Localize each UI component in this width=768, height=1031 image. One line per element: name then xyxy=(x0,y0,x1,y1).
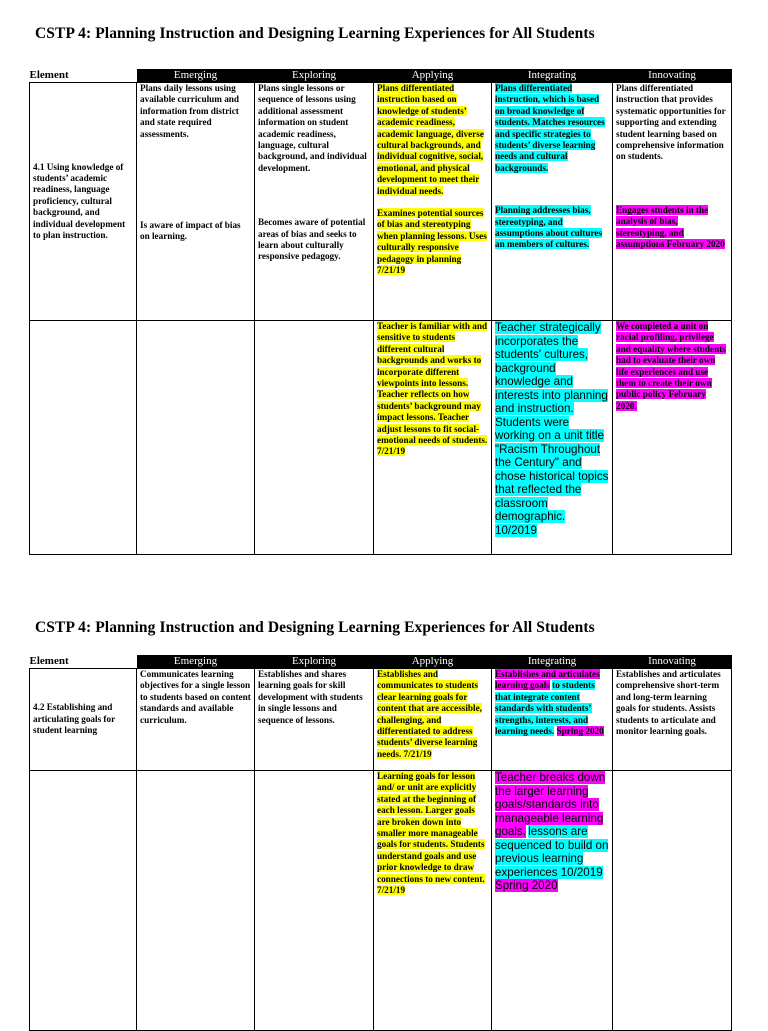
emerging-cell xyxy=(137,83,255,321)
integrating-cell xyxy=(492,83,613,321)
applying-desc-1: Plans differentiated instruction based on knowledge of students’ academic readiness, academic language, diverse cultural backgrounds, and individual cognitive, social, emotional, and physical development to meet their individual needs. xyxy=(377,83,484,196)
innovating-desc-1: Establishes and articulates comprehensive short-term and long-term learning goals for students. Assists students to articulate and monitor learning goals. xyxy=(616,669,721,737)
header-element: Element xyxy=(30,69,137,83)
applying-evidence: Learning goals for lesson and/ or unit are explicitly stated at the beginning of each lesson. Larger goals are broken down into smaller more manageable goals for students. Students understand goals and use prior knowledge to draw connections to new content. 7/21/19 xyxy=(377,771,485,896)
header-innovating: Innovating xyxy=(613,655,732,669)
section-title: CSTP 4: Planning Instruction and Designing Learning Experiences for All Students xyxy=(35,619,595,636)
section-title: CSTP 4: Planning Instruction and Designing Learning Experiences for All Students xyxy=(35,25,595,42)
rubric-table-4-1 xyxy=(29,69,732,555)
emerging-desc-2: Is aware of impact of bias on learning. xyxy=(140,220,241,242)
integrating-evidence-cell xyxy=(492,321,613,555)
applying-evidence-cell xyxy=(374,771,492,1031)
emerging-evidence-cell xyxy=(137,321,255,555)
emerging-cell xyxy=(137,669,255,771)
header-exploring: Exploring xyxy=(255,655,374,669)
header-applying: Applying xyxy=(374,655,492,669)
exploring-evidence-cell xyxy=(255,771,374,1031)
header-row xyxy=(30,655,732,669)
header-integrating: Integrating xyxy=(492,655,613,669)
integrating-desc-1: Plans differentiated instruction, which is based on broad knowledge of students. Matches resources and specific strategies to students’ diverse learning needs and cultural backgrounds. xyxy=(495,83,605,173)
innovating-cell xyxy=(613,669,732,771)
header-emerging: Emerging xyxy=(137,655,255,669)
applying-evidence-cell xyxy=(374,321,492,555)
applying-cell xyxy=(374,83,492,321)
integrating-evidence-cyan: lessons are sequenced to build on previous learning experiences 10/2019 xyxy=(495,825,609,879)
element-label: 4.1 Using knowledge of students’ academic readiness, language proficiency, cultural background, and individual development to plan instruction. xyxy=(33,161,126,241)
element-cell-empty xyxy=(30,321,137,555)
integrating-desc-magenta: Establishes and articulates learning goals xyxy=(495,669,600,691)
exploring-evidence-cell xyxy=(255,321,374,555)
integrating-cell xyxy=(492,669,613,771)
applying-cell xyxy=(374,669,492,771)
rubric-table-4-2 xyxy=(29,655,732,1031)
integrating-desc-cyan: to students that integrate content standards with students’ strengths, interests, and learning needs. xyxy=(495,680,595,737)
element-cell xyxy=(30,669,137,771)
innovating-evidence-cell xyxy=(613,321,732,555)
element-cell xyxy=(30,83,137,321)
innovating-desc-2: Engages students in the analysis of bias, stereotyping, and assumptions February 2020 xyxy=(616,204,725,250)
evidence-row xyxy=(30,321,732,555)
descriptor-row xyxy=(30,83,732,321)
evidence-row xyxy=(30,771,732,1031)
exploring-cell xyxy=(255,83,374,321)
integrating-desc-date: Spring 2020 xyxy=(556,726,604,737)
header-emerging: Emerging xyxy=(137,69,255,83)
integrating-evidence-date: Spring 2020 xyxy=(495,879,558,892)
element-label: 4.2 Establishing and articulating goals for student learning xyxy=(33,702,116,736)
emerging-evidence-cell xyxy=(137,771,255,1031)
applying-desc-1: Establishes and communicates to students clear learning goals for content that are accessible, challenging, and differentiated to address students’ diverse learning needs. 7/21/19 xyxy=(377,669,482,759)
element-cell-empty xyxy=(30,771,137,1031)
exploring-desc-1: Plans single lessons or sequence of lessons using additional assessment information on student academic readiness, language, cultural background, and individual development. xyxy=(258,83,367,173)
applying-desc-2: Examines potential sources of bias and stereotyping when planning lessons. Uses culturally responsive pedagogy in planning 7/21/19 xyxy=(377,208,487,276)
header-integrating: Integrating xyxy=(492,69,613,83)
applying-evidence: Teacher is familiar with and sensitive to students different cultural backgrounds and works to incorporate different viewpoints into lessons. Teacher reflects on how students’ background may impact lessons. Teacher adjust lessons to fit social-emotional needs of students. 7/21/19 xyxy=(377,321,488,457)
header-element: Element xyxy=(30,655,137,669)
innovating-cell xyxy=(613,83,732,321)
exploring-desc-1: Establishes and shares learning goals for skill development with students in single lessons and sequence of lessons. xyxy=(258,669,363,725)
integrating-desc-2: Planning addresses bias, stereotyping, and assumptions about cultures an members of cultures. xyxy=(495,205,603,250)
header-row xyxy=(30,69,732,83)
exploring-cell xyxy=(255,669,374,771)
emerging-desc-1: Plans daily lessons using available curriculum and information from district and state required assessments. xyxy=(140,83,240,139)
header-innovating: Innovating xyxy=(613,69,732,83)
integrating-evidence: Teacher strategically incorporates the students' cultures, background knowledge and interests into planning and instruction. Students were working on a unit title "Racism Throughout the Century" and chose historical topics that reflected the classroom demographic. 10/2019 xyxy=(495,321,609,537)
header-applying: Applying xyxy=(374,69,492,83)
innovating-desc-1: Plans differentiated instruction that provides systematic opportunities for supporting and extending student learning based on comprehensive information on students. xyxy=(616,83,726,162)
innovating-evidence-cell xyxy=(613,771,732,1031)
header-exploring: Exploring xyxy=(255,69,374,83)
exploring-desc-2: Becomes aware of potential areas of bias and seeks to learn about culturally responsive pedagogy. xyxy=(258,217,366,262)
integrating-evidence-cell xyxy=(492,771,613,1031)
integrating-evidence-magenta: Teacher breaks down the larger learning goals/standards into manageable learning goals. xyxy=(495,771,606,838)
descriptor-row xyxy=(30,669,732,771)
innovating-evidence: We completed a unit on racial profiling, privilege and equality where students had to evaluate their own life experiences and use them to create their own public policy February 2020. xyxy=(616,321,726,411)
emerging-desc-1: Communicates learning objectives for a single lesson to students based on content standards and available curriculum. xyxy=(140,669,251,725)
